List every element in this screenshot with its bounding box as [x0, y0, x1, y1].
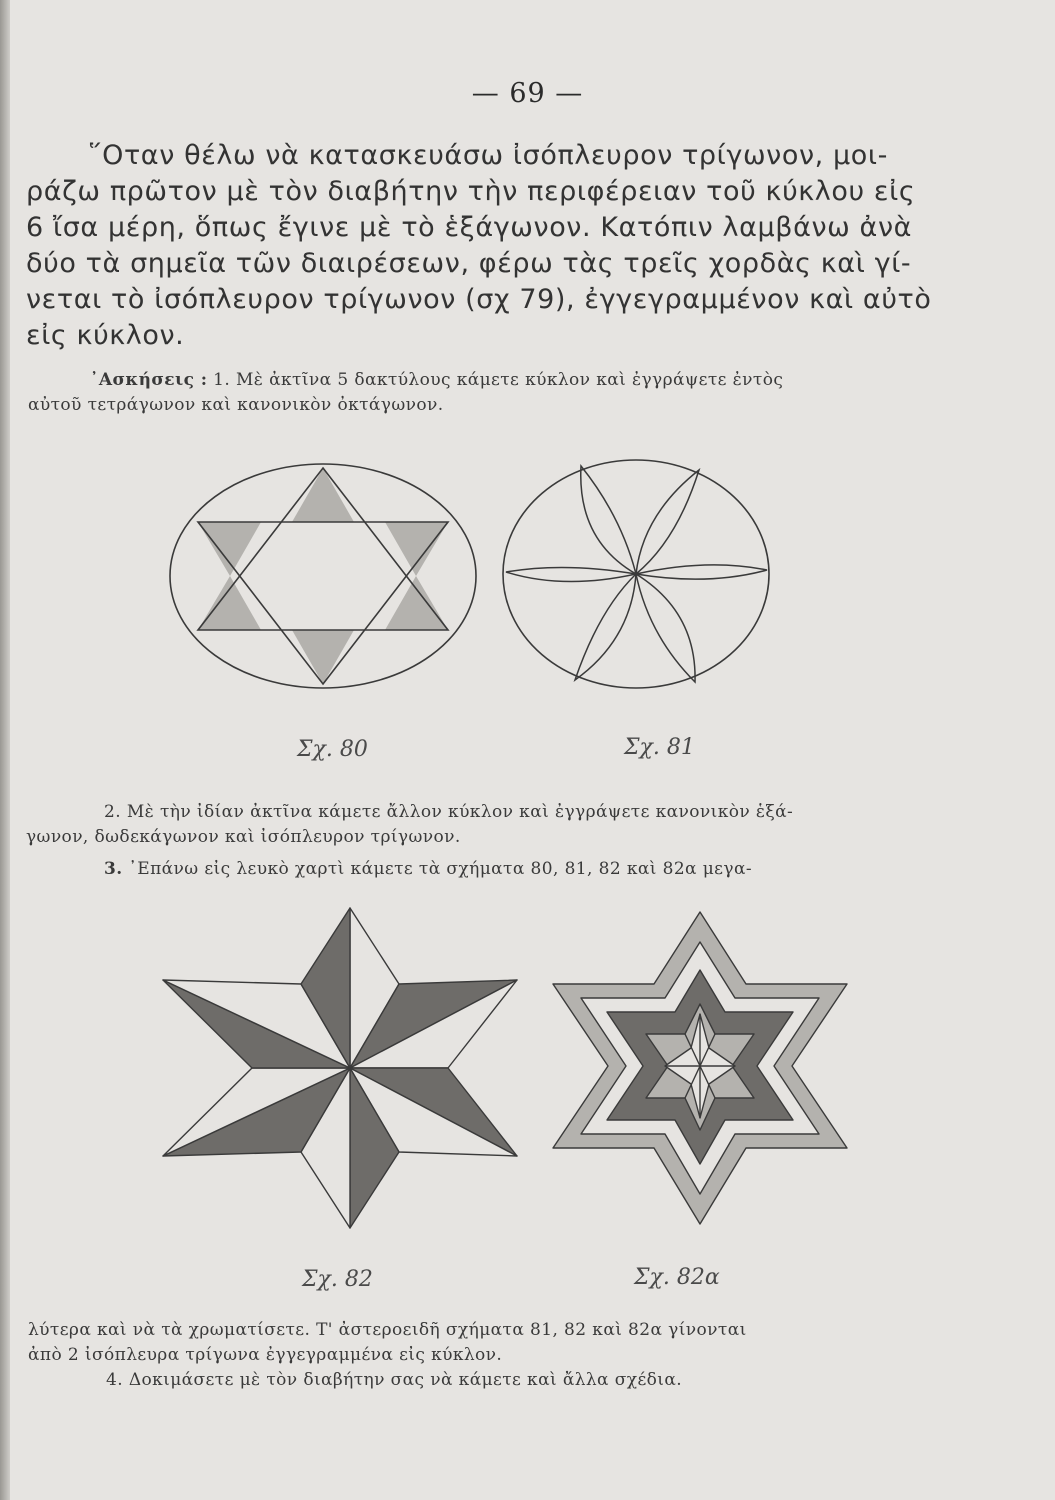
- exercise-3-line: ἀπὸ 2 ἰσόπλευρα τρίγωνα ἐγγεγραμμένα εἰς κύκλον.: [28, 1345, 503, 1365]
- figure-82a: [535, 908, 865, 1228]
- intro-paragraph: [26, 138, 932, 354]
- exercise-3-continued: [28, 1318, 747, 1393]
- figure-81-caption: Σχ. 81: [624, 735, 695, 760]
- exercise-1: [28, 368, 783, 418]
- figure-80-caption: Σχ. 80: [297, 737, 368, 762]
- exercise-3-line: λύτερα καὶ νὰ τὰ χρωματίσετε. Τ' ἀστεροειδῆ σχήματα 81, 82 καὶ 82α γίνονται: [28, 1320, 747, 1340]
- intro-line: ῞Οταν θέλω νὰ κατασκευάσω ἰσόπλευρον τρίγωνον, μοι-: [88, 140, 889, 171]
- exercise-3-start: [26, 857, 752, 882]
- exercises-heading: ᾿Ασκήσεις :: [90, 370, 208, 390]
- exercise-1-line: αὐτοῦ τετράγωνον καὶ κανονικὸν ὀκτάγωνον.: [28, 395, 444, 415]
- figure-82: [160, 908, 540, 1228]
- figure-82-caption: Σχ. 82: [302, 1267, 373, 1292]
- exercise-2-line: 2. Μὲ τὴν ἰδίαν ἀκτῖνα κάμετε ἄλλον κύκλον καὶ ἐγγράψετε κανονικὸν ἑξά-: [104, 802, 794, 822]
- intro-line: δύο τὰ σημεῖα τῶν διαιρέσεων, φέρω τὰς τρεῖς χορδὰς καὶ γί-: [26, 248, 912, 279]
- figure-80: [168, 462, 478, 702]
- figure-81: [503, 460, 773, 700]
- exercise-3-line: ᾿Επάνω εἰς λευκὸ χαρτὶ κάμετε τὰ σχήματα 80, 81, 82 καὶ 82α μεγα-: [122, 859, 752, 879]
- exercise-4: 4. Δοκιμάσετε μὲ τὸν διαβήτην σας νὰ κάμετε καὶ ἄλλα σχέδια.: [106, 1370, 683, 1390]
- exercise-3-number: 3.: [104, 859, 123, 879]
- exercise-2: [26, 800, 793, 850]
- intro-line: ράζω πρῶτον μὲ τὸν διαβήτην τὴν περιφέρειαν τοῦ κύκλου εἰς: [26, 176, 916, 207]
- page-number: — 69 —: [471, 78, 584, 109]
- intro-line: 6 ἴσα μέρη, ὅπως ἔγινε μὲ τὸ ἑξάγωνον. Κατόπιν λαμβάνω ἀνὰ: [26, 212, 913, 243]
- figure-82a-caption: Σχ. 82α: [634, 1265, 720, 1290]
- page-edge: [0, 0, 10, 1500]
- intro-line: εἰς κύκλον.: [26, 320, 185, 351]
- exercise-1-line: 1. Μὲ ἀκτῖνα 5 δακτύλους κάμετε κύκλον καὶ ἐγγράψετε ἐντὸς: [207, 370, 784, 390]
- exercise-2-line: γωνον, δωδεκάγωνον καὶ ἰσόπλευρον τρίγωνον.: [26, 827, 461, 847]
- intro-line: νεται τὸ ἰσόπλευρον τρίγωνον (σχ 79), ἐγγεγραμμένον καὶ αὐτὸ: [26, 284, 932, 315]
